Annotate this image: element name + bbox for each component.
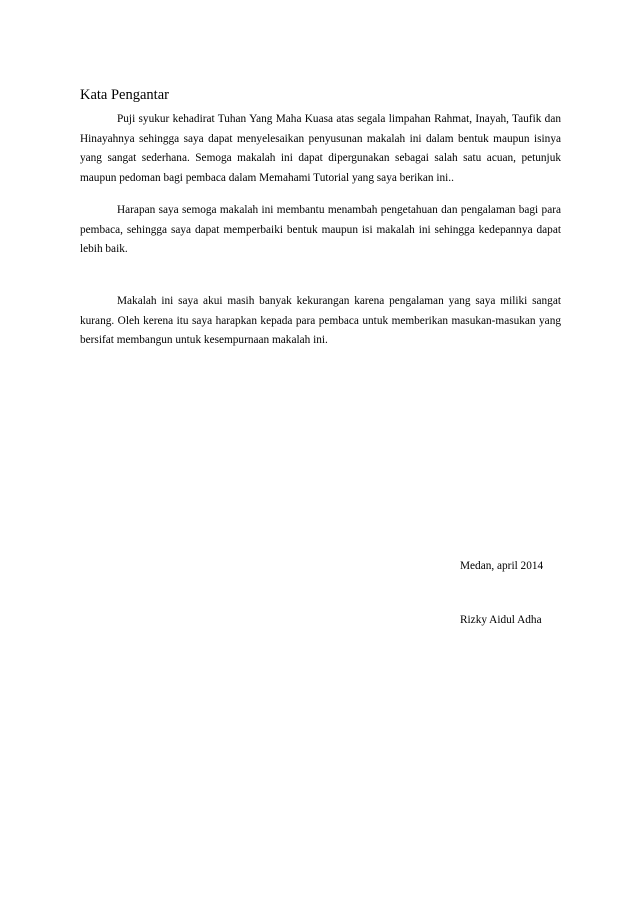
- page-title: Kata Pengantar: [80, 87, 169, 103]
- place-date: Medan, april 2014: [460, 560, 544, 572]
- paragraph-intro: Puji syukur kehadirat Tuhan Yang Maha Kuasa atas segala limpahan Rahmat, Inayah, Taufik dan Hinayahnya sehingga saya dapat menyelesaikan penyusunan makalah ini dalam bentuk maupun isinya yang sangat sederhana. Semoga makalah ini dapat dipergunakan sebagai salah satu acuan, petunjuk maupun pedoman bagi pembaca dalam Memahami Tutorial yang saya berikan ini..: [80, 113, 561, 185]
- paragraph-closing: Makalah ini saya akui masih banyak kekurangan karena pengalaman yang saya miliki sangat kurang. Oleh kerena itu saya harapkan kepada para pembaca untuk memberikan masukan-masukan yang bersifat membangun untuk kesempurnaan makalah ini.: [80, 295, 561, 347]
- author-name: Rizky Aidul Adha: [460, 614, 542, 626]
- paragraph-hope: Harapan saya semoga makalah ini membantu menambah pengetahuan dan pengalaman bagi para pembaca, sehingga saya dapat memperbaiki bentuk maupun isi makalah ini sehingga kedepannya dapat lebih baik.: [80, 204, 561, 256]
